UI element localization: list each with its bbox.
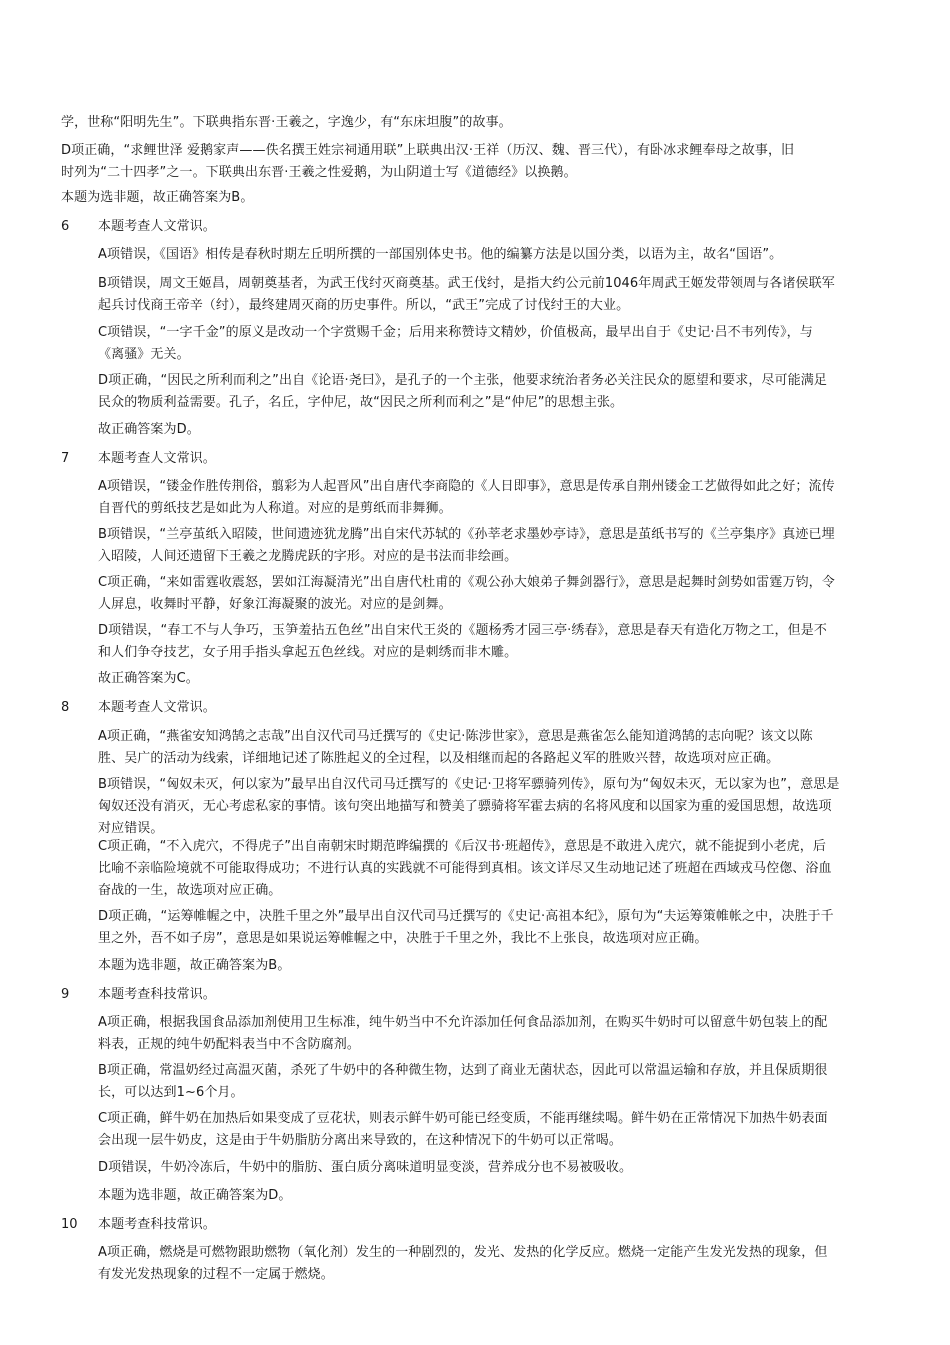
question-number: 7 <box>61 451 70 466</box>
text-line: B项错误，“兰亭茧纸入昭陵，世间遗迹犹龙腾”出自宋代苏轼的《孙莘老求墨妙亭诗》，意思是茧纸书写的《兰亭集序》真迹已埋 <box>98 527 835 542</box>
text-line: D项正确，“求鲤世泽 爱鹅家声——佚名撰王姓宗祠通用联”上联典出汉·王祥（历汉、魏、晋三代），有卧冰求鲤奉母之故事，旧 <box>61 143 795 158</box>
question-number: 8 <box>61 700 70 715</box>
text-line: 比喻不亲临险境就不可能取得成功；不进行认真的实践就不可能得到真相。该文详尽又生动地记述了班超在西域戎马倥偬、浴血 <box>98 861 832 876</box>
text-line: A项正确，“燕雀安知鸿鹄之志哉”出自汉代司马迁撰写的《史记·陈涉世家》，意思是燕雀怎么能知道鸿鹄的志向呢？该文以陈 <box>98 729 813 744</box>
text-line: D项正确，“因民之所利而利之”出自《论语·尧曰》，是孔子的一个主张，他要求统治者务必关注民众的愿望和要求，尽可能满足 <box>98 373 827 388</box>
text-line: 长，可以达到1~6个月。 <box>98 1085 244 1100</box>
text-line: A项错误，“镂金作胜传荆俗，翦彩为人起晋风”出自唐代李商隐的《人日即事》，意思是传承自荆州镂金工艺做得如此之好；流传 <box>98 479 835 494</box>
text-line: C项正确，“来如雷霆收震怒，罢如江海凝清光”出自唐代杜甫的《观公孙大娘弟子舞剑器行》，意思是起舞时剑势如雷霆万钧，令 <box>98 575 835 590</box>
text-line: 奋战的一生，故选项对应正确。 <box>98 883 282 898</box>
option-b <box>98 524 835 568</box>
answer-line: 本题为选非题，故正确答案为D。 <box>98 1188 292 1203</box>
option-d <box>98 1157 632 1179</box>
answer-line: 故正确答案为D。 <box>98 422 200 437</box>
option-a <box>98 726 813 770</box>
text-line: 本题为选非题，故正确答案为B。 <box>61 190 254 205</box>
text-line: 匈奴还没有消灭，无心考虑私家的事情。该句突出地描写和赞美了骠骑将军霍去病的名将风度和以国家为重的爱国思想，故选项 <box>98 799 832 814</box>
text-line: A项错误，《国语》相传是春秋时期左丘明所撰的一部国别体史书。他的编纂方法是以国分类，以语为主，故名“国语”。 <box>98 247 783 262</box>
text-line: 里之外，吾不如子房”，意思是如果说运筹帷幄之中，决胜于千里之外，我比不上张良，故选项对应正确。 <box>98 931 708 946</box>
answer-line: 故正确答案为C。 <box>98 671 199 686</box>
option-c <box>98 836 832 902</box>
option-d <box>98 370 827 414</box>
option-c <box>98 322 813 366</box>
text-line: 《离骚》无关。 <box>98 347 190 362</box>
text-line: C项错误，“一字千金”的原义是改动一个字赏赐千金；后用来称赞诗文精妙，价值极高，最早出自于《史记·吕不韦列传》，与 <box>98 325 813 340</box>
text-line: 起兵讨伐商王帝辛（纣），最终建周灭商的历史事件。所以，“武王”完成了讨伐纣王的大业。 <box>98 298 630 313</box>
option-d <box>98 620 827 664</box>
option-a <box>98 476 835 520</box>
option-a <box>98 244 782 266</box>
text-line: B项错误，周文王姬昌，周朝奠基者，为武王伐纣灭商奠基。武王伐纣，是指大约公元前1046年周武王姬发带领周与各诸侯联军 <box>98 276 835 291</box>
option-c <box>98 572 835 616</box>
text-line: 时列为“二十四孝”之一。下联典出东晋·王羲之性爱鹅，为山阴道士写《道德经》以换鹅。 <box>61 165 577 180</box>
text-line: B项正确，常温奶经过高温灭菌，杀死了牛奶中的各种微生物，达到了商业无菌状态，因此可以常温运输和存放，并且保质期很 <box>98 1063 828 1078</box>
option-b <box>98 1060 828 1104</box>
option-a <box>98 1012 828 1056</box>
text-line: 料表，正规的纯牛奶配料表当中不含防腐剂。 <box>98 1037 361 1052</box>
text-line: A项正确，根据我国食品添加剂使用卫生标准，纯牛奶当中不允许添加任何食品添加剂，在购买牛奶时可以留意牛奶包装上的配 <box>98 1015 828 1030</box>
option-b <box>98 774 840 840</box>
text-line: 胜、吴广的活动为线索，详细地记述了陈胜起义的全过程，以及相继而起的各路起义军的胜败兴替，故选项对应正确。 <box>98 751 780 766</box>
text-line: B项错误，“匈奴未灭，何以家为”最早出自汉代司马迁撰写的《史记·卫将军骠骑列传》，原句为“匈奴未灭，无以家为也”，意思是 <box>98 777 840 792</box>
text-line: 入昭陵，人间还遗留下王羲之龙腾虎跃的字形。对应的是书法而非绘画。 <box>98 549 518 564</box>
text-line: D项正确，“运筹帷幄之中，决胜千里之外”最早出自汉代司马迁撰写的《史记·高祖本纪》，原句为“夫运筹策帷帐之中，决胜于千 <box>98 909 834 924</box>
text-line: 人屏息，收舞时平静，好象江海凝聚的波光。对应的是剑舞。 <box>98 597 452 612</box>
question-title: 本题考查人文常识。 <box>98 451 216 466</box>
intro-answer <box>61 187 253 209</box>
question-number: 6 <box>61 219 70 234</box>
answer-line: 本题为选非题，故正确答案为B。 <box>98 958 291 973</box>
option-a <box>98 1242 828 1286</box>
text-line: D项错误，“春工不与人争巧，玉笋羞拈五色丝”出自宋代王炎的《题杨秀才园三亭·绣春》，意思是春天有造化万物之工，但是不 <box>98 623 827 638</box>
text-line: 对应错误。 <box>98 821 164 836</box>
text-line: 有发光发热现象的过程不一定属于燃烧。 <box>98 1267 334 1282</box>
question-title: 本题考查科技常识。 <box>98 1217 216 1232</box>
question-title: 本题考查人文常识。 <box>98 219 216 234</box>
text-line: C项正确，“不入虎穴，不得虎子”出自南朝宋时期范晔编撰的《后汉书·班超传》，意思是不敢进入虎穴，就不能捉到小老虎，后 <box>98 839 826 854</box>
option-b <box>98 273 835 317</box>
question-title: 本题考查人文常识。 <box>98 700 216 715</box>
text-line: 自晋代的剪纸技艺是如此为人称道。对应的是剪纸而非舞狮。 <box>98 501 452 516</box>
text-line: D项错误，牛奶冷冻后，牛奶中的脂肪、蛋白质分离味道明显变淡，营养成分也不易被吸收。 <box>98 1160 633 1175</box>
text-line: C项正确，鲜牛奶在加热后如果变成了豆花状，则表示鲜牛奶可能已经变质，不能再继续喝。鲜牛奶在正常情况下加热牛奶表面 <box>98 1111 828 1126</box>
intro-option-d <box>61 140 794 184</box>
question-number: 9 <box>61 987 70 1002</box>
intro-paragraph <box>61 112 512 134</box>
text-line: 民众的物质利益需要。孔子，名丘，字仲尼，故“因民之所利而利之”是“仲尼”的思想主张。 <box>98 395 624 410</box>
option-c <box>98 1108 828 1152</box>
text-line: 和人们争夺技艺，女子用手指头拿起五色丝线。对应的是刺绣而非木雕。 <box>98 645 518 660</box>
text-line: 会出现一层牛奶皮，这是由于牛奶脂肪分离出来导致的，在这种情况下的牛奶可以正常喝。 <box>98 1133 623 1148</box>
question-title: 本题考查科技常识。 <box>98 987 216 1002</box>
text-line: A项正确，燃烧是可燃物跟助燃物（氧化剂）发生的一种剧烈的，发光、发热的化学反应。燃烧一定能产生发光发热的现象，但 <box>98 1245 828 1260</box>
text-line: 学，世称“阳明先生”。下联典指东晋·王羲之，字逸少，有“东床坦腹”的故事。 <box>61 115 512 130</box>
option-d <box>98 906 834 950</box>
question-number: 10 <box>61 1217 78 1232</box>
